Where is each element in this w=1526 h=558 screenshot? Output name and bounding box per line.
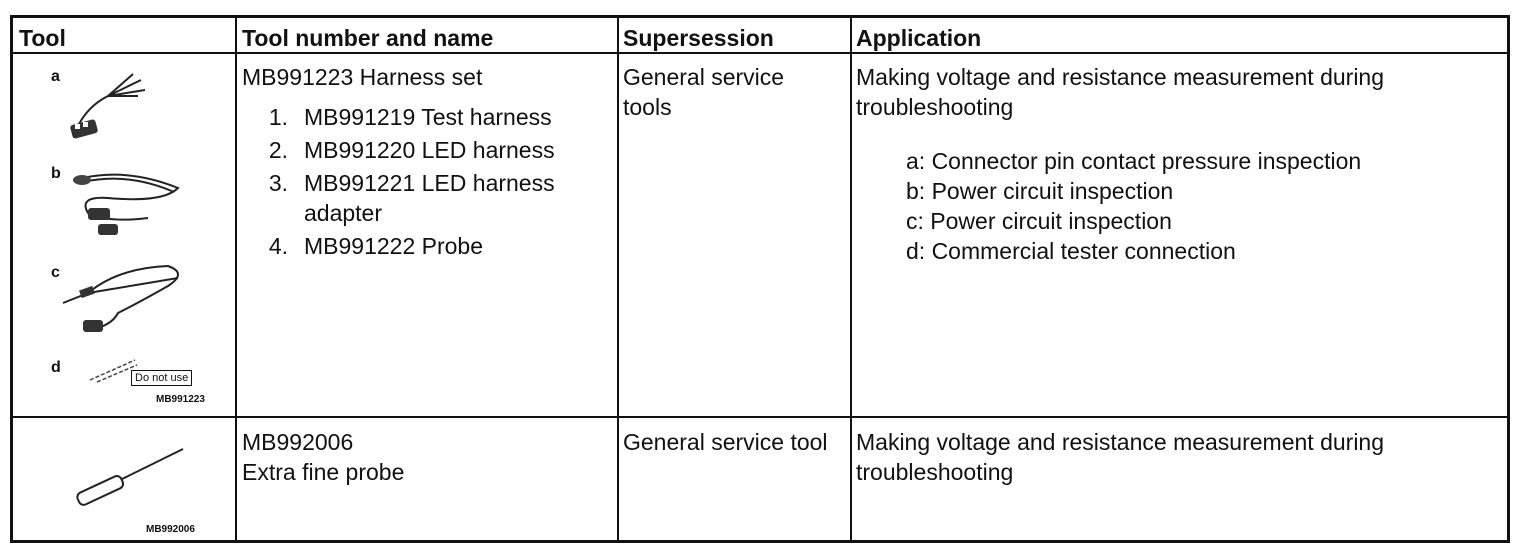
- harness-set-title: MB991223 Harness set: [242, 64, 483, 90]
- application-1: [856, 62, 1496, 266]
- list-item: b: Power circuit inspection: [906, 178, 1174, 204]
- tool-label-c: c: [51, 264, 60, 281]
- probe-c-illustration: [58, 258, 188, 338]
- row-divider: [13, 416, 1507, 418]
- header-tool-number-name: Tool number and name: [242, 25, 494, 51]
- tool-label-a: a: [51, 68, 60, 85]
- tool-caption-mb992006: MB992006: [146, 524, 195, 535]
- tool-number-name-2: [242, 427, 612, 487]
- application-list: [906, 146, 1496, 266]
- header-application: Application: [856, 25, 982, 51]
- tools-table: [10, 15, 1510, 543]
- list-item: 2. MB991220 LED harness: [268, 137, 555, 163]
- probe-name: Extra fine probe: [242, 459, 405, 485]
- tool-number-name-1: [242, 62, 612, 261]
- tool-caption-mb991223: MB991223: [156, 394, 205, 405]
- list-item: 4. MB991222 Probe: [268, 233, 484, 259]
- tool-label-b: b: [51, 165, 61, 182]
- tool-label-d: d: [51, 359, 61, 376]
- supersession-2: General service tool: [623, 429, 828, 455]
- list-item: c: Power circuit inspection: [906, 208, 1172, 234]
- application-text: Making voltage and resistance measurement during troubleshooting: [856, 64, 1385, 120]
- harness-b-illustration: [68, 158, 188, 238]
- application-2: Making voltage and resistance measurement during troubleshooting: [856, 429, 1385, 485]
- list-item: 3. MB991221 LED harness adapter: [268, 170, 555, 226]
- harness-components-list: [238, 102, 612, 261]
- col-divider-2: [617, 18, 619, 540]
- list-item: d: Commercial tester connection: [906, 238, 1236, 264]
- list-item: a: Connector pin contact pressure inspection: [906, 148, 1362, 174]
- extra-fine-probe-illustration: [68, 446, 188, 516]
- header-divider: [13, 52, 1507, 54]
- col-divider-3: [850, 18, 852, 540]
- probe-number: MB992006: [242, 429, 354, 455]
- header-supersession: Supersession: [623, 25, 774, 51]
- do-not-use-label: Do not use: [131, 370, 192, 386]
- col-divider-1: [235, 18, 237, 540]
- list-item: 1. MB991219 Test harness: [268, 104, 552, 130]
- harness-a-illustration: [63, 66, 158, 141]
- supersession-1: General service tools: [623, 64, 785, 120]
- header-tool: Tool: [19, 25, 66, 51]
